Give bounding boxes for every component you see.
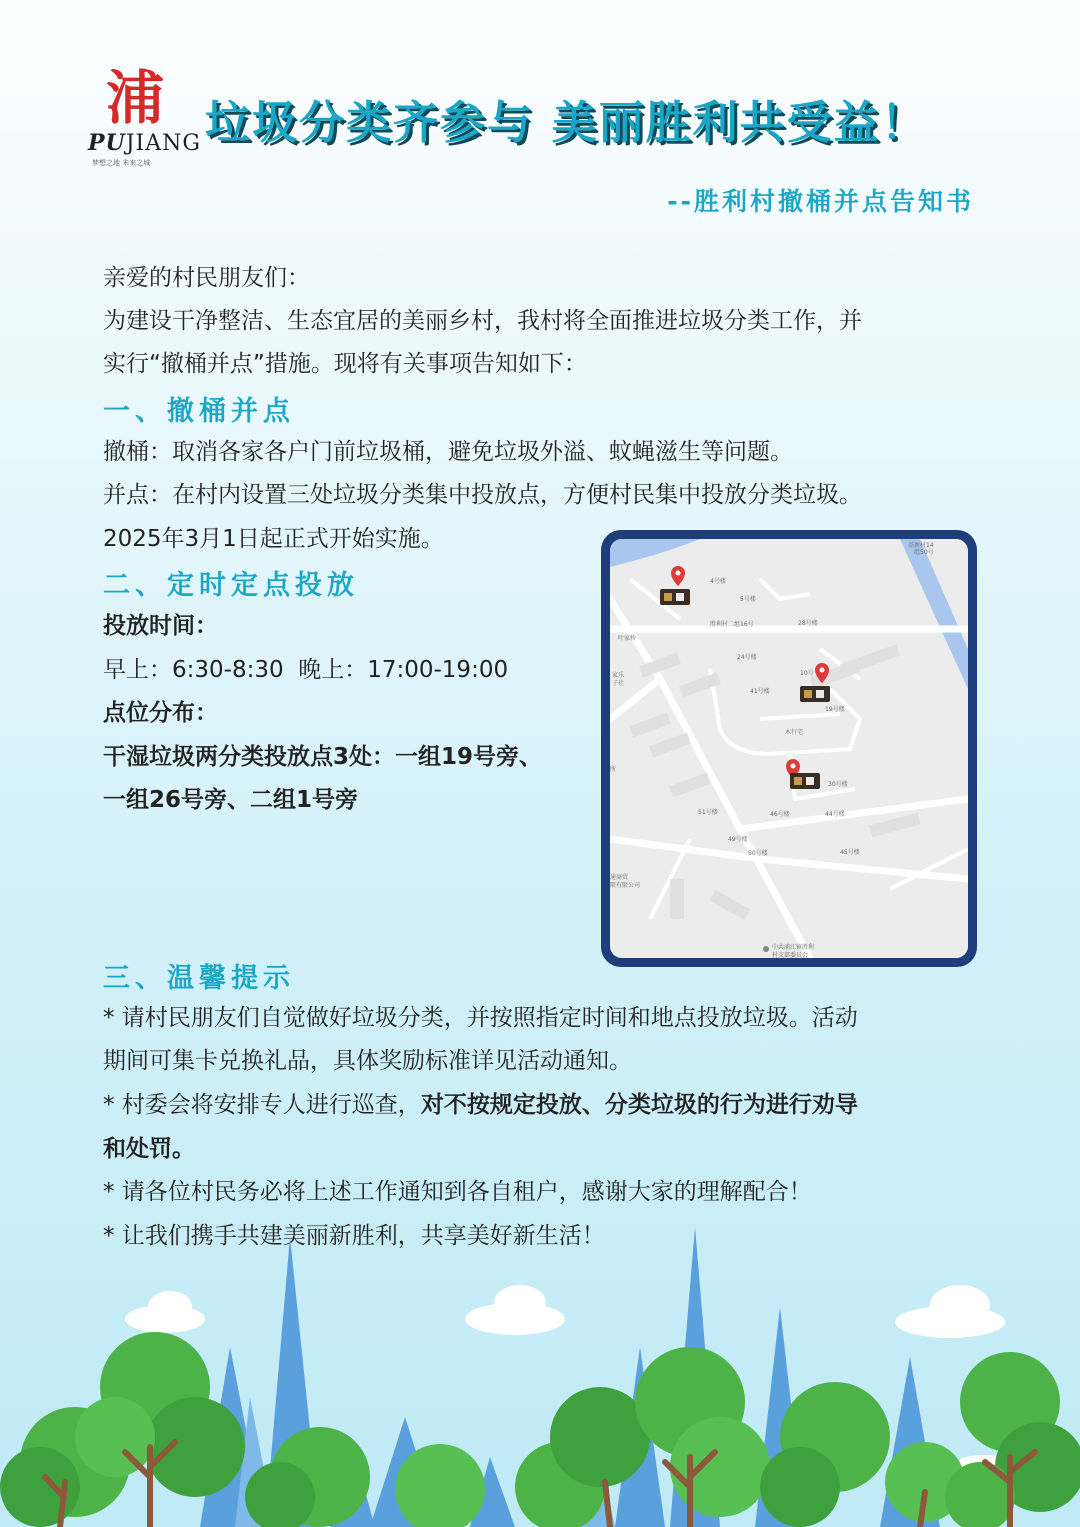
map-label: 叶家桥 bbox=[618, 635, 637, 642]
map-label: 通商贸 bbox=[610, 874, 629, 881]
tip-2-bold: 对不按规定投放、分类垃圾的行为进行劝导 bbox=[420, 1092, 858, 1118]
map-label: 28号楼 bbox=[798, 620, 818, 627]
greeting: 亲爱的村民朋友们： bbox=[103, 265, 310, 291]
map-label: 组50号 bbox=[914, 549, 934, 556]
map-label: 村支部委员会 bbox=[772, 952, 809, 958]
map-label: 10号 bbox=[800, 670, 814, 677]
map-label: 所 bbox=[610, 766, 617, 773]
intro-line-1: 为建设干净整洁、生态宜居的美丽乡村，我村将全面推进垃圾分类工作，并 bbox=[103, 308, 862, 334]
map-label: 家乐 bbox=[612, 672, 625, 679]
map-label: 4号楼 bbox=[710, 578, 726, 585]
map-label: 子社 bbox=[612, 680, 625, 687]
tip-3: * 请各位村民务必将上述工作通知到各自租户，感谢大家的理解配合！ bbox=[103, 1179, 812, 1205]
tip-2-line-1 bbox=[103, 1084, 858, 1127]
map-label: 41号楼 bbox=[750, 688, 770, 695]
map-canvas bbox=[610, 539, 968, 958]
map-label: 24号楼 bbox=[737, 654, 757, 661]
section-3-heading: 三、温馨提示 bbox=[103, 963, 295, 994]
map-label: 44号楼 bbox=[825, 811, 845, 818]
logo-word-pu: PU bbox=[88, 130, 126, 156]
location-map bbox=[601, 530, 977, 967]
page-title: 垃圾分类齐参与 美丽胜利共受益！ bbox=[205, 96, 928, 149]
tip-2-plain: * 村委会将安排专人进行巡查， bbox=[103, 1092, 421, 1118]
map-label: 木行宅 bbox=[785, 729, 804, 736]
map-label: 30号楼 bbox=[828, 781, 848, 788]
section-1-line-1: 撤桶：取消各家各户门前垃圾桶，避免垃圾外溢、蚊蝇滋生等问题。 bbox=[103, 439, 793, 465]
logo-word-jiang: JIANG bbox=[125, 131, 201, 156]
section-1-heading: 一、撤桶并点 bbox=[103, 396, 295, 427]
map-label: 49号楼 bbox=[728, 836, 748, 843]
points-line-1: 干湿垃圾两分类投放点3处：一组19号旁、 bbox=[103, 744, 543, 770]
logo-tagline: 梦想之地 未来之城 bbox=[92, 159, 151, 167]
logo-character: 浦 bbox=[106, 64, 165, 132]
points-line-2: 一组26号旁、二组1号旁 bbox=[103, 787, 359, 813]
time-value: 早上：6:30-8:30 晚上：17:00-19:00 bbox=[103, 657, 509, 683]
map-label: 19号楼 bbox=[825, 706, 845, 713]
intro-line-2: 实行“撤桶并点”措施。现将有关事项告知如下： bbox=[103, 351, 587, 377]
committee-location-icon bbox=[763, 946, 769, 952]
section-2-heading: 二、定时定点投放 bbox=[103, 570, 359, 601]
map-label: 中共浦江镇胜利 bbox=[772, 944, 815, 951]
pujiang-logo bbox=[88, 64, 201, 168]
tip-2-line-2: 和处罚。 bbox=[103, 1136, 195, 1162]
section-1-line-3: 2025年3月1日起正式开始实施。 bbox=[103, 526, 444, 552]
map-svg bbox=[610, 539, 968, 958]
points-label: 点位分布： bbox=[103, 700, 218, 726]
time-label: 投放时间： bbox=[103, 613, 218, 639]
map-label: 胜利村二组16号 bbox=[710, 621, 754, 628]
page-subtitle: --胜利村撤桶并点告知书 bbox=[667, 187, 974, 216]
section-1-line-2: 并点：在村内设置三处垃圾分类集中投放点，方便村民集中投放分类垃圾。 bbox=[103, 482, 862, 508]
logo-wordmark bbox=[88, 130, 201, 156]
map-label: 46号楼 bbox=[770, 811, 790, 818]
map-label: 限有限公司 bbox=[610, 882, 641, 889]
tip-4: * 让我们携手共建美丽新胜利，共享美好新生活！ bbox=[103, 1223, 605, 1249]
landscape-illustration bbox=[0, 1227, 1080, 1527]
tip-1-line-1: * 请村民朋友们自觉做好垃圾分类，并按照指定时间和地点投放垃圾。活动 bbox=[103, 1005, 858, 1031]
map-label: 基新村14 bbox=[908, 542, 934, 549]
map-label: 51号楼 bbox=[698, 809, 718, 816]
map-label: 5号楼 bbox=[740, 596, 756, 603]
map-label: 45号楼 bbox=[840, 849, 860, 856]
tip-1-line-2: 期间可集卡兑换礼品，具体奖励标准详见活动通知。 bbox=[103, 1048, 632, 1074]
map-label: 50号楼 bbox=[748, 850, 768, 857]
